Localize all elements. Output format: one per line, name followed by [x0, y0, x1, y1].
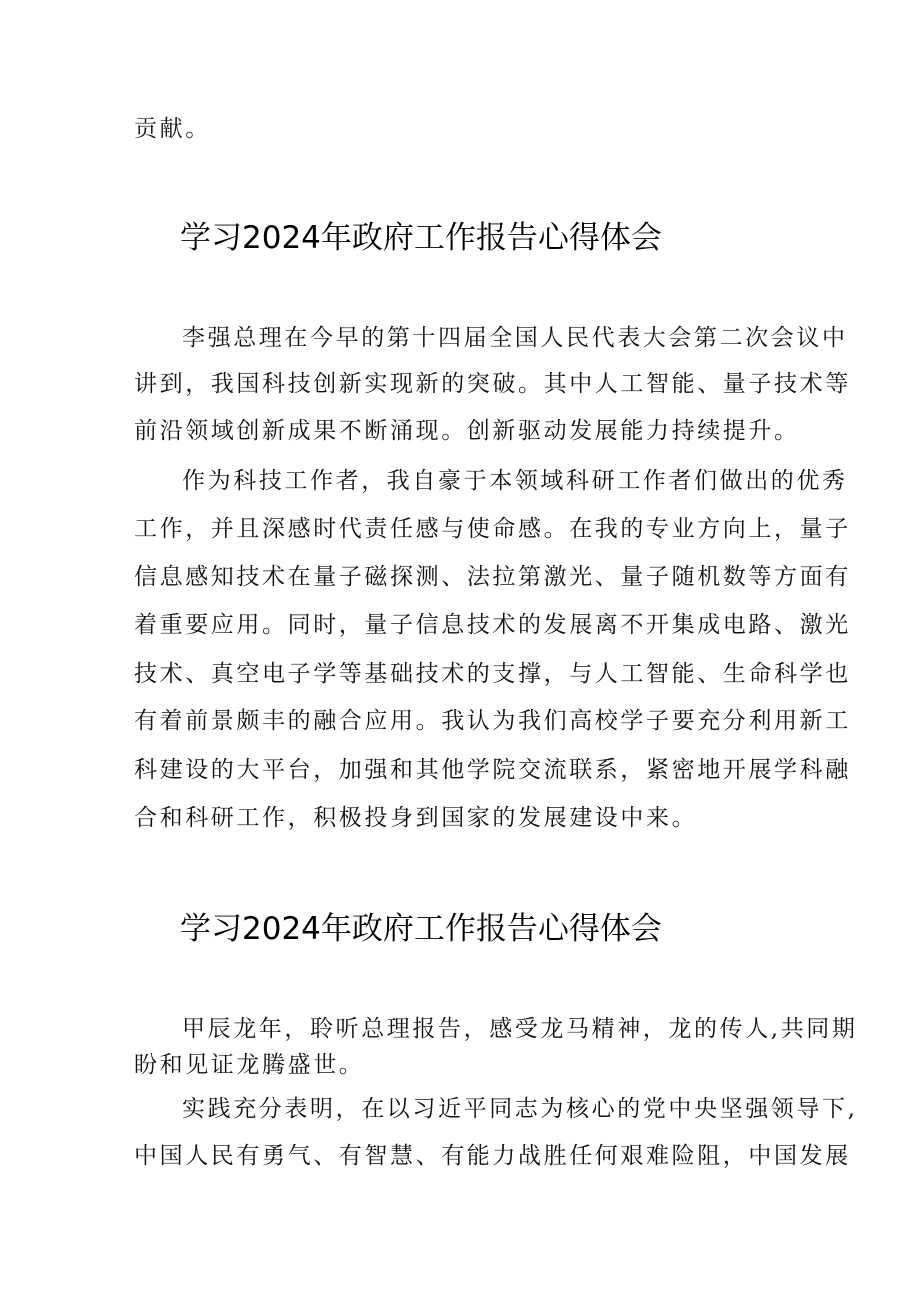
- paragraph-line: 中国人民有勇气、有智慧、有能力战胜任何艰难险阻，中国发展: [134, 1143, 851, 1169]
- continuation-text: 贡献。: [134, 116, 211, 142]
- section1-title: 学习2024年政府工作报告心得体会: [180, 220, 662, 256]
- paragraph-line: 实践充分表明，在以习近平同志为核心的党中央坚强领导下,: [182, 1096, 858, 1122]
- paragraph-line: 前沿领域创新成果不断涌现。创新驱动发展能力持续提升。: [134, 418, 800, 444]
- section2-title: 学习2024年政府工作报告心得体会: [180, 911, 662, 947]
- paragraph-line: 作为科技工作者，我自豪于本领域科研工作者们做出的优秀: [182, 468, 848, 494]
- paragraph-line: 讲到，我国科技创新实现新的突破。其中人工智能、量子技术等: [134, 371, 851, 397]
- paragraph-line: 信息感知技术在量子磁探测、法拉第激光、量子随机数等方面有: [134, 564, 851, 590]
- paragraph-line: 盼和见证龙腾盛世。: [134, 1052, 365, 1078]
- paragraph-line: 有着前景颇丰的融合应用。我认为我们高校学子要充分利用新工: [134, 708, 851, 734]
- paragraph-line: 着重要应用。同时，量子信息技术的发展离不开集成电路、激光: [134, 612, 851, 638]
- paragraph-line: 甲辰龙年，聆听总理报告，感受龙马精神，龙的传人,共同期: [182, 1016, 858, 1042]
- paragraph-line: 工作，并且深感时代责任感与使命感。在我的专业方向上，量子: [134, 516, 851, 542]
- paragraph-line: 技术、真空电子学等基础技术的支撑，与人工智能、生命科学也: [134, 661, 851, 687]
- paragraph-line: 科建设的大平台，加强和其他学院交流联系，紧密地开展学科融: [134, 757, 851, 783]
- paragraph-line: 合和科研工作，积极投身到国家的发展建设中来。: [134, 805, 698, 831]
- paragraph-line: 李强总理在今早的第十四届全国人民代表大会第二次会议中: [182, 325, 848, 351]
